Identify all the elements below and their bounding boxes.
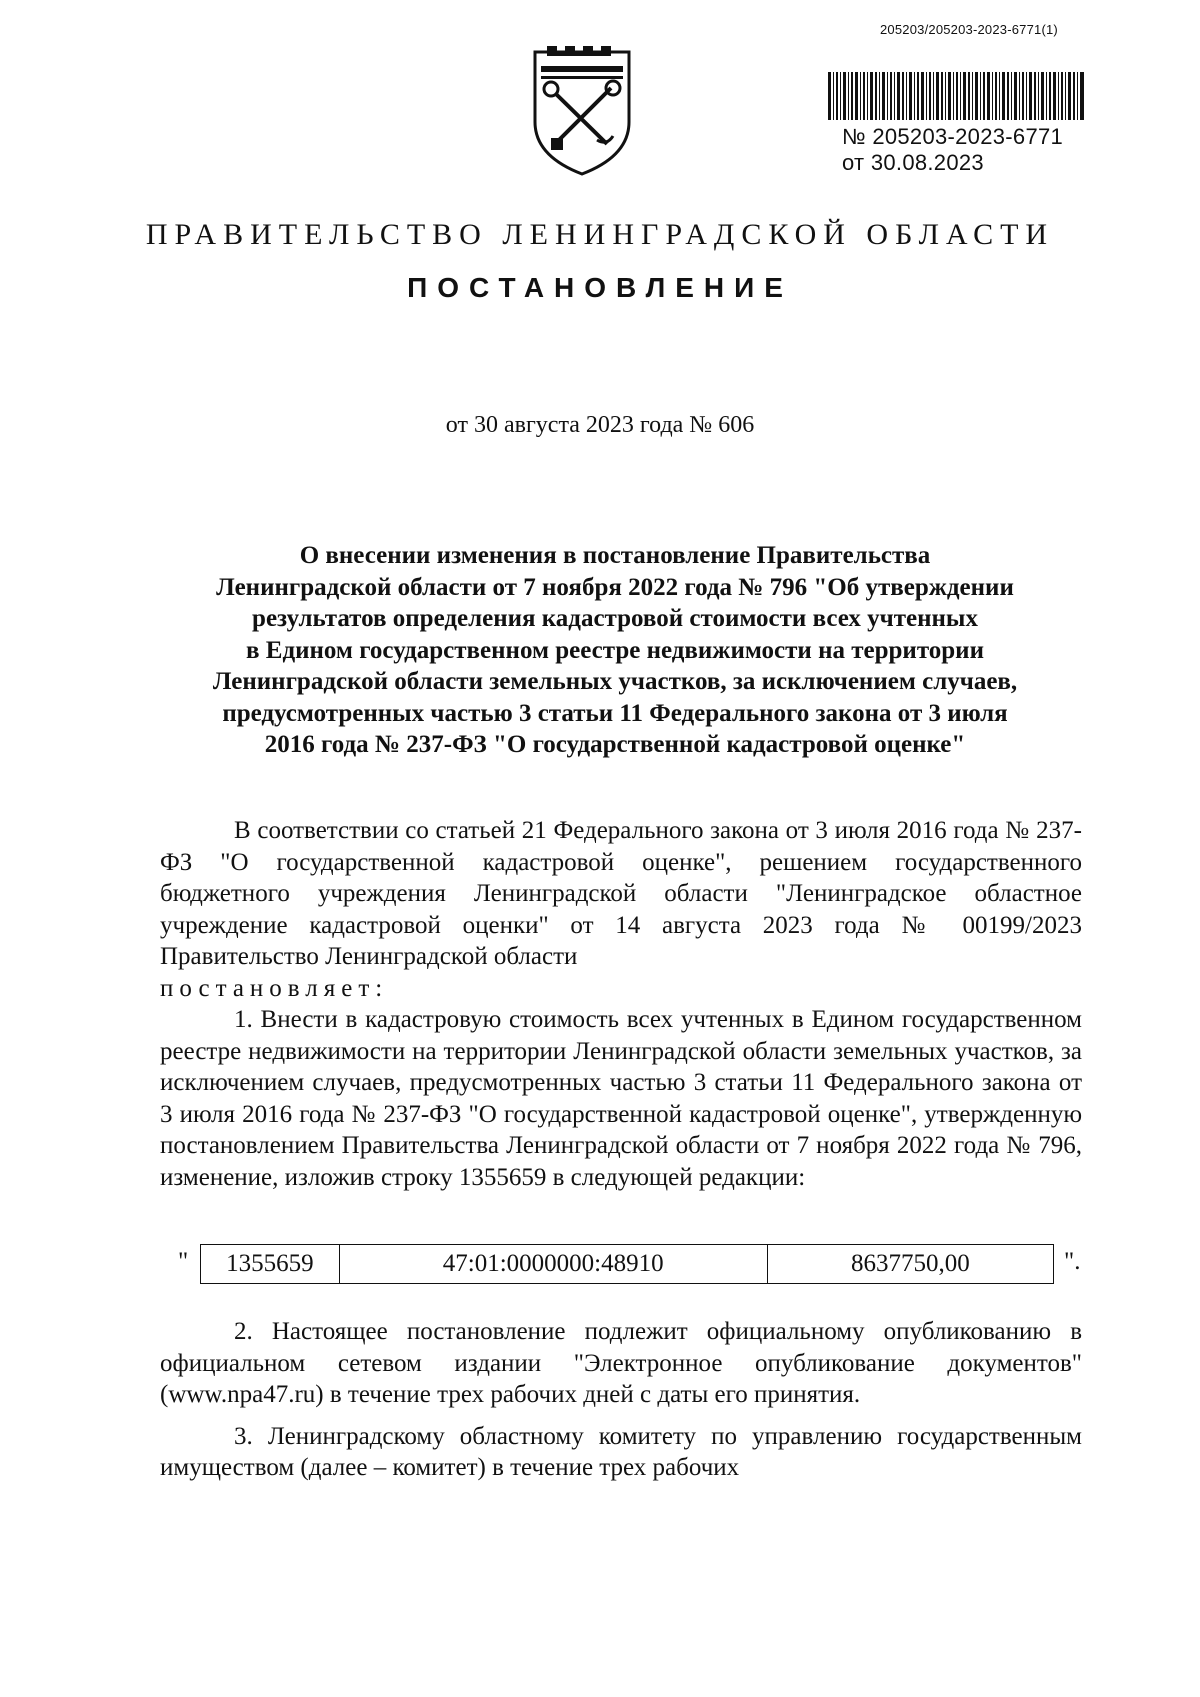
item-3-paragraph: 3. Ленинградскому областному комитету по управлению государственным имуществом (далее – комитет) в течение трех рабочих — [160, 1422, 1082, 1481]
registration-date: от 30.08.2023 — [842, 150, 984, 175]
preamble-paragraph: В соответствии со статьей 21 Федерального закона от 3 июля 2016 года № 237-ФЗ "О государственной кадастровой оценке", решением государственного бюджетного учреждения Ленинградской области "Ленинградское областное учреждение кадастровой оценки" от 14 августа 2023 года № 00199/2023 Правительство Ленинградской области — [160, 817, 1082, 970]
document-date: от 30 августа 2023 года № 606 — [445, 412, 755, 438]
row-number-cell: 1355659 — [201, 1245, 340, 1283]
document-subject — [150, 540, 1080, 761]
item-2-paragraph: 2. Настоящее постановление подлежит официальному опубликованию в официальном сетевом издании "Электронное опубликование документов" (www.npa47.ru) в течение трех рабочих дней с даты его принятия. — [160, 1318, 1082, 1408]
subject-line: Ленинградской области от 7 ноября 2022 года № 796 "Об утверждении — [216, 573, 1014, 601]
registration-code-top: 205203/205203-2023-6771(1) — [880, 22, 1058, 37]
cadastral-table — [200, 1244, 1054, 1284]
registration-stamp — [842, 124, 1063, 176]
cadastral-value-cell: 8637750,00 — [850, 1250, 970, 1277]
subject-line: предусмотренных частью 3 статьи 11 Федерального закона от 3 июля — [222, 699, 1008, 727]
subject-line: О внесении изменения в постановление Правительства — [299, 542, 931, 569]
resolves-word: постановляет: — [160, 974, 389, 1002]
close-quote: ". — [1064, 1248, 1081, 1275]
cadastral-number-cell: 47:01:0000000:48910 — [340, 1245, 768, 1283]
coat-of-arms-emblem — [527, 44, 637, 180]
subject-line: результатов определения кадастровой стоимости всех учтенных — [252, 605, 978, 632]
item-1-paragraph: 1. Внести в кадастровую стоимость всех учтенных в Едином государственном реестре недвижимости на территории Ленинградской области земельных участков, за исключением случаев, предусмотренных частью 3 статьи 11 Федерального закона от 3 июля 2016 года № 237-ФЗ "О государственной кадастровой оценке", утвержденную постановлением Правительства Ленинградской области от 7 ноября 2022 года № 796, изменение, изложив строку 1355659 в следующей редакции: — [160, 1006, 1082, 1191]
subject-line: 2016 года № 237-ФЗ "О государственной кадастровой оценке" — [264, 731, 966, 758]
document-body-continued — [160, 1316, 1082, 1494]
document-body — [160, 815, 1082, 1193]
subject-line: в Едином государственном реестре недвижимости на территории — [246, 636, 984, 664]
government-title: ПРАВИТЕЛЬСТВО ЛЕНИНГРАДСКОЙ ОБЛАСТИ — [145, 218, 1055, 251]
barcode — [828, 72, 1084, 120]
open-quote: " — [178, 1248, 189, 1275]
subject-line: Ленинградской области земельных участков, за исключением случаев, — [212, 668, 1018, 695]
document-type: ПОСТАНОВЛЕНИЕ — [407, 272, 793, 303]
cadastral-value-row — [178, 1244, 1081, 1284]
registration-number: № 205203-2023-6771 — [842, 124, 1064, 149]
